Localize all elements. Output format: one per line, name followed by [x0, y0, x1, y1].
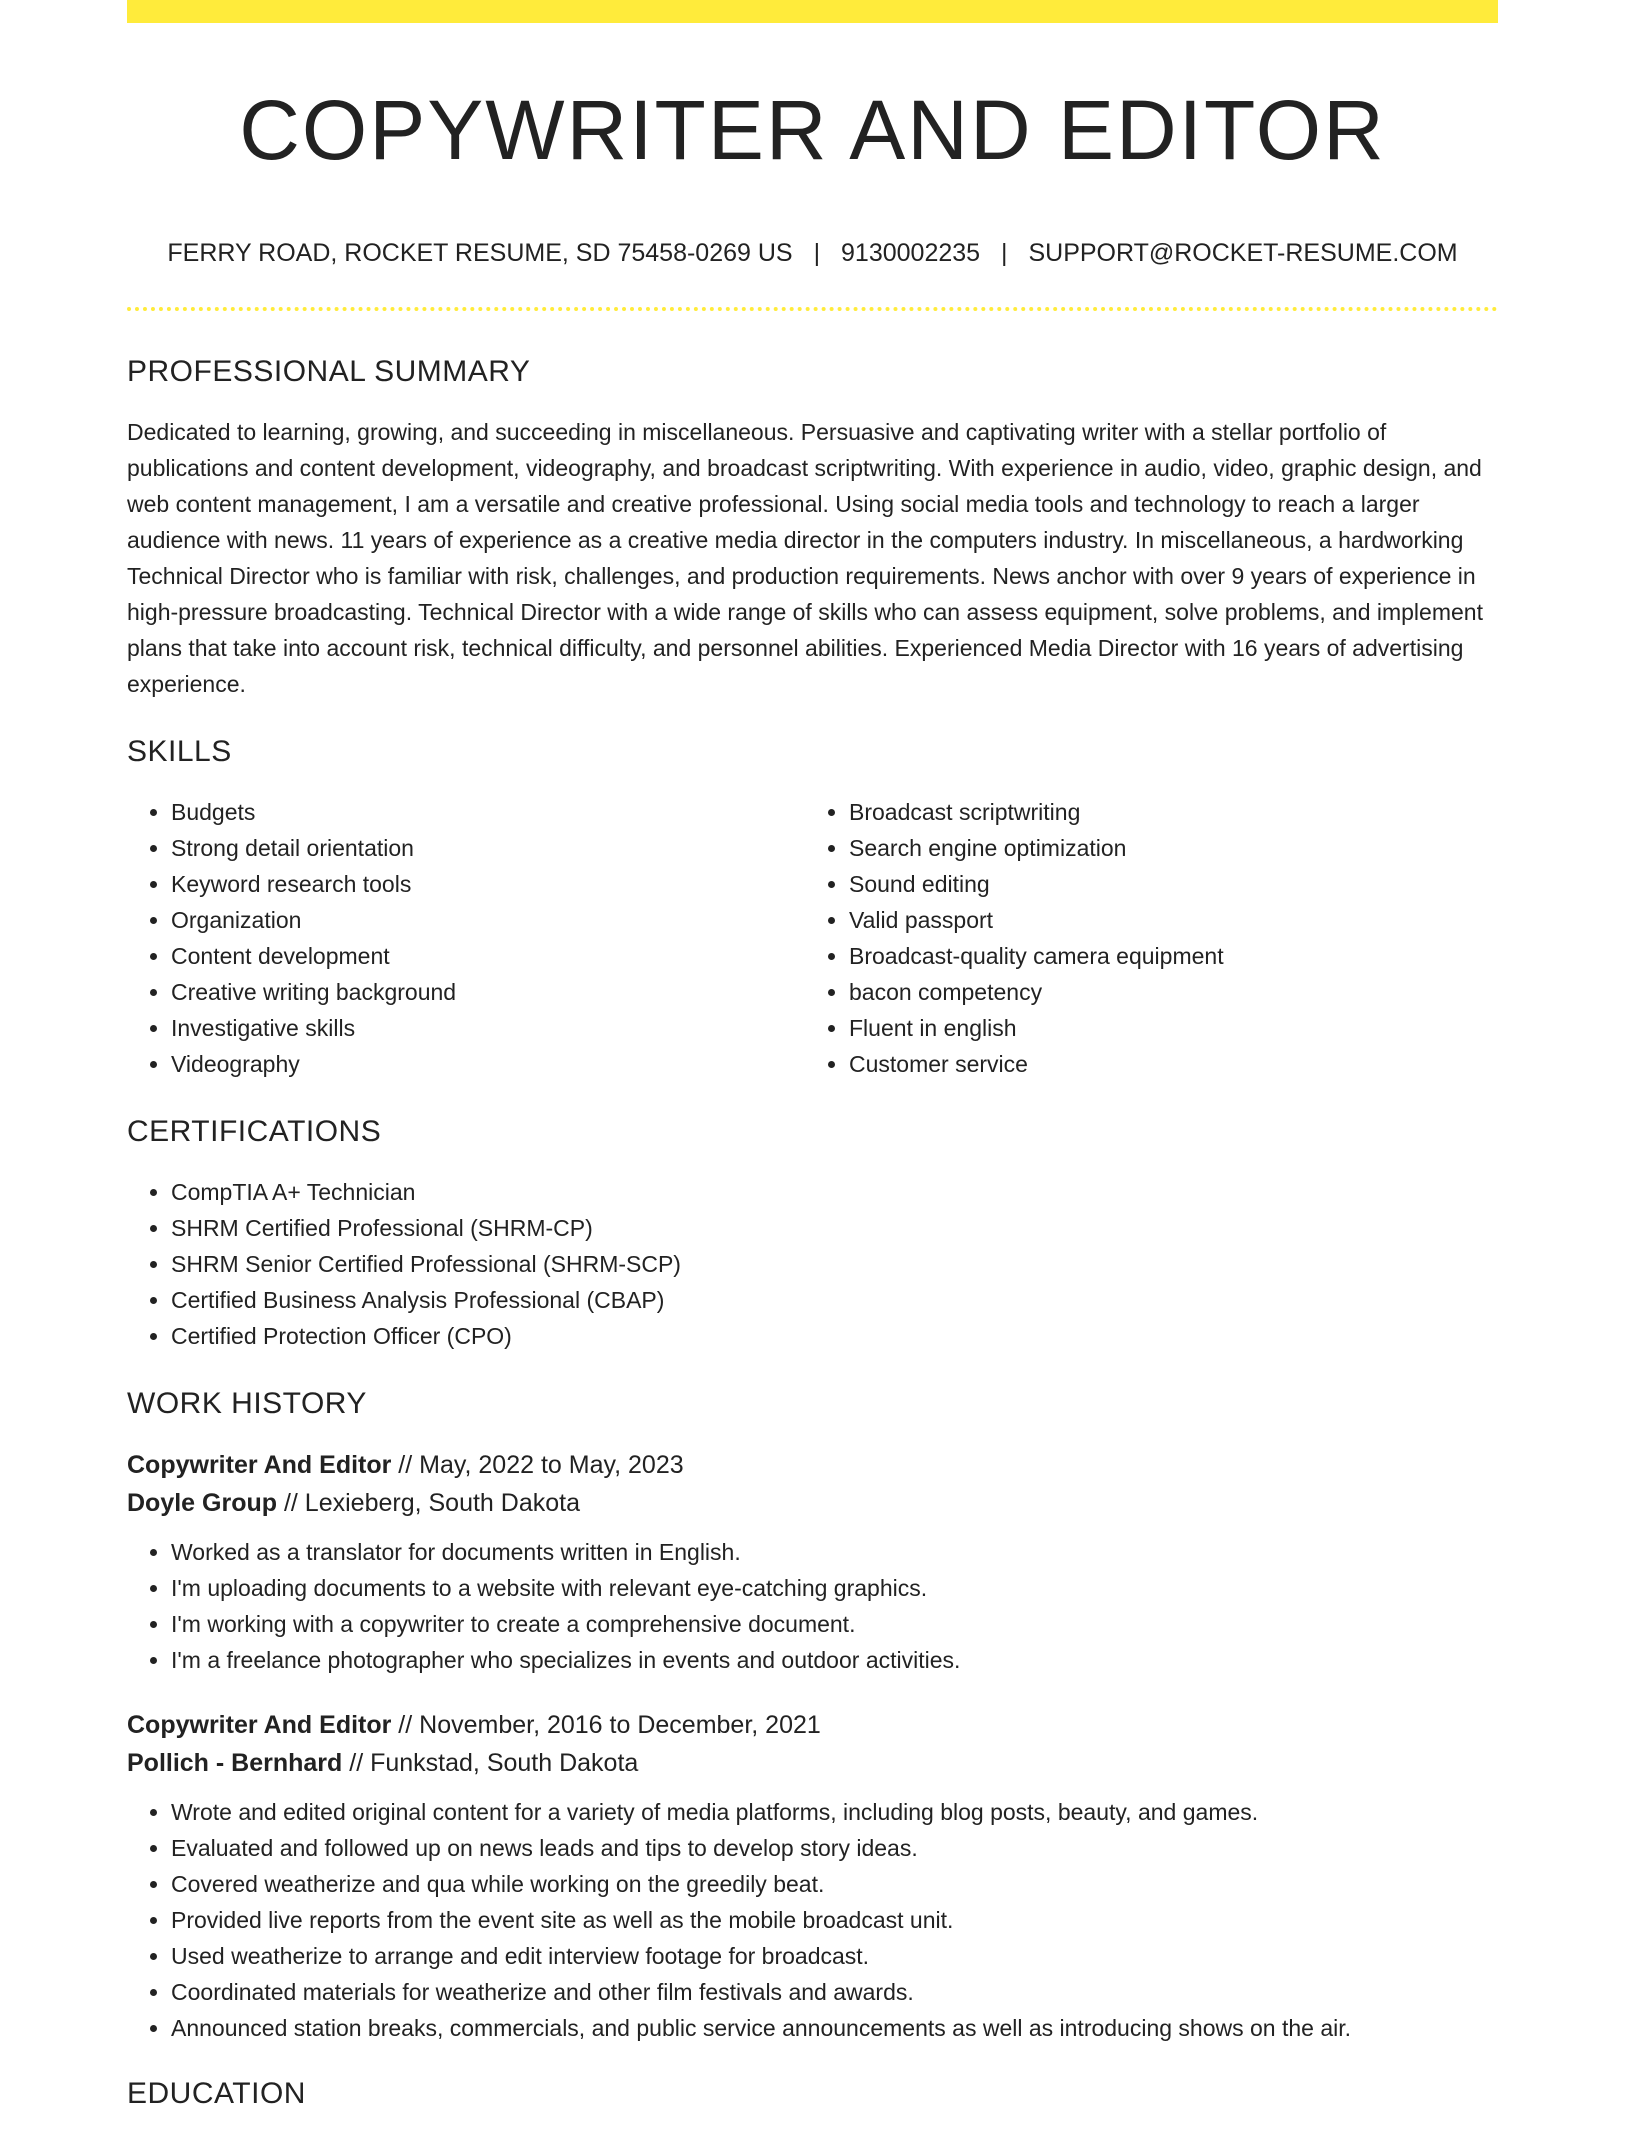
- job-duty-item: • Provided live reports from the event site as well as the mobile broadcast unit.: [171, 1902, 1498, 1938]
- section-title-summary: PROFESSIONAL SUMMARY: [127, 355, 531, 388]
- job-duty-item: • I'm working with a copywriter to create a comprehensive document.: [171, 1606, 1498, 1642]
- section-title-skills: SKILLS: [127, 735, 232, 768]
- work-history-section: [127, 1384, 1498, 2046]
- skill-item: • Customer service: [849, 1046, 1483, 1082]
- job-role-line: [127, 1706, 1498, 1744]
- skill-item: • Creative writing background: [171, 974, 805, 1010]
- job-duty-item: • Covered weatherize and qua while working on the greedily beat.: [171, 1866, 1498, 1902]
- skills-grid: [127, 794, 1498, 1082]
- contact-separator: |: [813, 239, 821, 267]
- job-role: Copywriter And Editor: [127, 1451, 392, 1479]
- job-duty-item: • Used weatherize to arrange and edit interview footage for broadcast.: [171, 1938, 1498, 1974]
- job-duty-item: • Coordinated materials for weatherize and other film festivals and awards.: [171, 1974, 1498, 2010]
- job-dates: // November, 2016 to December, 2021: [391, 1711, 821, 1739]
- job-location: // Funkstad, South Dakota: [342, 1749, 639, 1777]
- job-duty-item: • Evaluated and followed up on news leads and tips to develop story ideas.: [171, 1830, 1498, 1866]
- certifications-section: [127, 1112, 1498, 1354]
- dotted-divider: [127, 307, 1498, 311]
- job-duties-list: [127, 1794, 1498, 2046]
- accent-top-bar: [127, 0, 1498, 23]
- skill-item: • Videography: [171, 1046, 805, 1082]
- section-title-education: EDUCATION: [127, 2077, 306, 2110]
- contact-address: FERRY ROAD, ROCKET RESUME, SD 75458-0269 US: [167, 239, 793, 267]
- certifications-list: [127, 1174, 1498, 1354]
- contact-separator: |: [1001, 239, 1008, 267]
- job-role: Copywriter And Editor: [127, 1711, 392, 1739]
- skills-list-left: [127, 794, 805, 1082]
- certification-item: • SHRM Certified Professional (SHRM-CP): [171, 1210, 1498, 1246]
- skill-item: • Strong detail orientation: [171, 830, 805, 866]
- skill-item: • Organization: [171, 902, 805, 938]
- job-company-line: [127, 1484, 1498, 1522]
- skill-item: • Sound editing: [849, 866, 1483, 902]
- job-duty-item: • I'm uploading documents to a website with relevant eye-catching graphics.: [171, 1570, 1498, 1606]
- job-duties-list: [127, 1534, 1498, 1678]
- resume-body: [127, 352, 1498, 2136]
- certification-item: • Certified Business Analysis Professional (CBAP): [171, 1282, 1498, 1318]
- skills-column-right: [805, 794, 1483, 1082]
- job-duty-item: • Worked as a translator for documents written in English.: [171, 1534, 1498, 1570]
- job-duty-item: • Wrote and edited original content for a variety of media platforms, including blog posts, beauty, and games.: [171, 1794, 1498, 1830]
- job-duty-item: • Announced station breaks, commercials, and public service announcements as well as introducing shows on the air.: [171, 2010, 1498, 2046]
- contact-line: [127, 236, 1498, 270]
- summary-section: [127, 352, 1498, 702]
- skill-item: • Fluent in english: [849, 1010, 1483, 1046]
- skill-item: • Broadcast scriptwriting: [849, 794, 1483, 830]
- job-role-line: [127, 1446, 1498, 1484]
- contact-phone: 9130002235: [841, 239, 981, 267]
- education-section: [127, 2074, 1498, 2114]
- certification-item: • CompTIA A+ Technician: [171, 1174, 1498, 1210]
- skill-item: • Keyword research tools: [171, 866, 805, 902]
- job-entry: [127, 1446, 1498, 1678]
- job-duty-item: • I'm a freelance photographer who specializes in events and outdoor activities.: [171, 1642, 1498, 1678]
- skills-section: [127, 732, 1498, 1082]
- job-entry: [127, 1706, 1498, 2046]
- certification-item: • Certified Protection Officer (CPO): [171, 1318, 1498, 1354]
- resume-title: COPYWRITER AND EDITOR: [239, 83, 1386, 177]
- skill-item: • bacon competency: [849, 974, 1483, 1010]
- summary-text: Dedicated to learning, growing, and succeeding in miscellaneous. Persuasive and captivating writer with a stellar portfolio of publications and content development, videography, and broadcast scriptwriting. With experience in audio, video, graphic design, and web content management, I am a versatile and creative professional. Using social media tools and technology to reach a larger audience with news. 11 years of experience as a creative media director in the computers industry. In miscellaneous, a hardworking Technical Director who is familiar with risk, challenges, and production requirements. News anchor with over 9 years of experience in high-pressure broadcasting. Technical Director with a wide range of skills who can assess equipment, solve problems, and implement plans that take into account risk, technical difficulty, and personnel abilities. Experienced Media Director with 16 years of advertising experience.: [127, 419, 1483, 697]
- certification-item: • SHRM Senior Certified Professional (SHRM-SCP): [171, 1246, 1498, 1282]
- skills-column-left: [127, 794, 805, 1082]
- skill-item: • Broadcast-quality camera equipment: [849, 938, 1483, 974]
- job-company: Doyle Group: [127, 1489, 278, 1517]
- job-dates: // May, 2022 to May, 2023: [391, 1451, 684, 1479]
- skill-item: • Content development: [171, 938, 805, 974]
- job-location: // Lexieberg, South Dakota: [277, 1489, 580, 1517]
- skill-item: • Budgets: [171, 794, 805, 830]
- contact-email: SUPPORT@ROCKET-RESUME.COM: [1028, 239, 1458, 267]
- section-title-work-history: WORK HISTORY: [127, 1387, 367, 1420]
- skill-item: • Valid passport: [849, 902, 1483, 938]
- job-company: Pollich - Bernhard: [127, 1749, 343, 1777]
- skill-item: • Investigative skills: [171, 1010, 805, 1046]
- skill-item: • Search engine optimization: [849, 830, 1483, 866]
- section-title-certifications: CERTIFICATIONS: [127, 1115, 382, 1148]
- job-company-line: [127, 1744, 1498, 1782]
- skills-list-right: [805, 794, 1483, 1082]
